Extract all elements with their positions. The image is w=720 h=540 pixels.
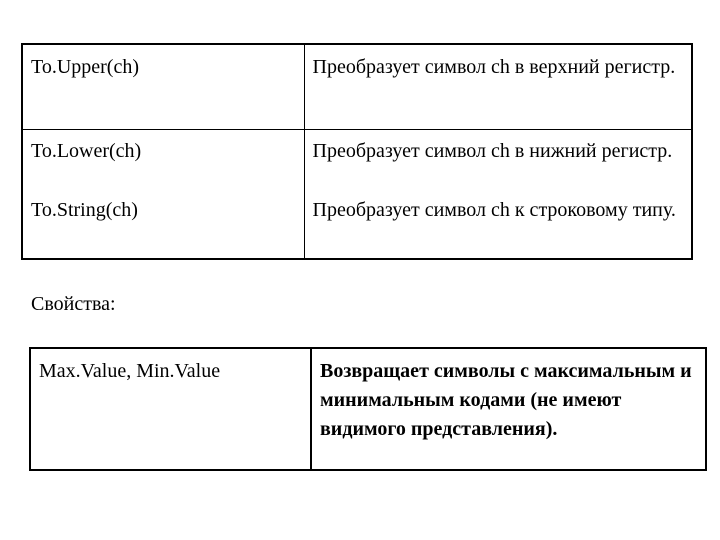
method-description: Преобразует символ ch в верхний регистр. (304, 44, 692, 129)
properties-heading: Свойства: (31, 293, 116, 315)
table-row (22, 193, 692, 259)
property-description: Возвращает символы с максимальным и минимальным кодами (не имеют видимого представления). (320, 360, 692, 440)
table-row (22, 129, 692, 193)
properties-table (29, 347, 707, 471)
property-name: Max.Value, Min.Value (30, 348, 311, 470)
method-description: Преобразует символ ch в нижний регистр. (304, 129, 692, 193)
table-row (22, 44, 692, 129)
method-name: To.Upper(ch) (22, 44, 304, 129)
table-row (30, 348, 706, 470)
method-name: To.String(ch) (31, 199, 138, 221)
method-description: Преобразует символ ch к строковому типу. (304, 193, 692, 259)
method-name: To.Lower(ch) (31, 139, 142, 162)
methods-table (21, 43, 693, 260)
